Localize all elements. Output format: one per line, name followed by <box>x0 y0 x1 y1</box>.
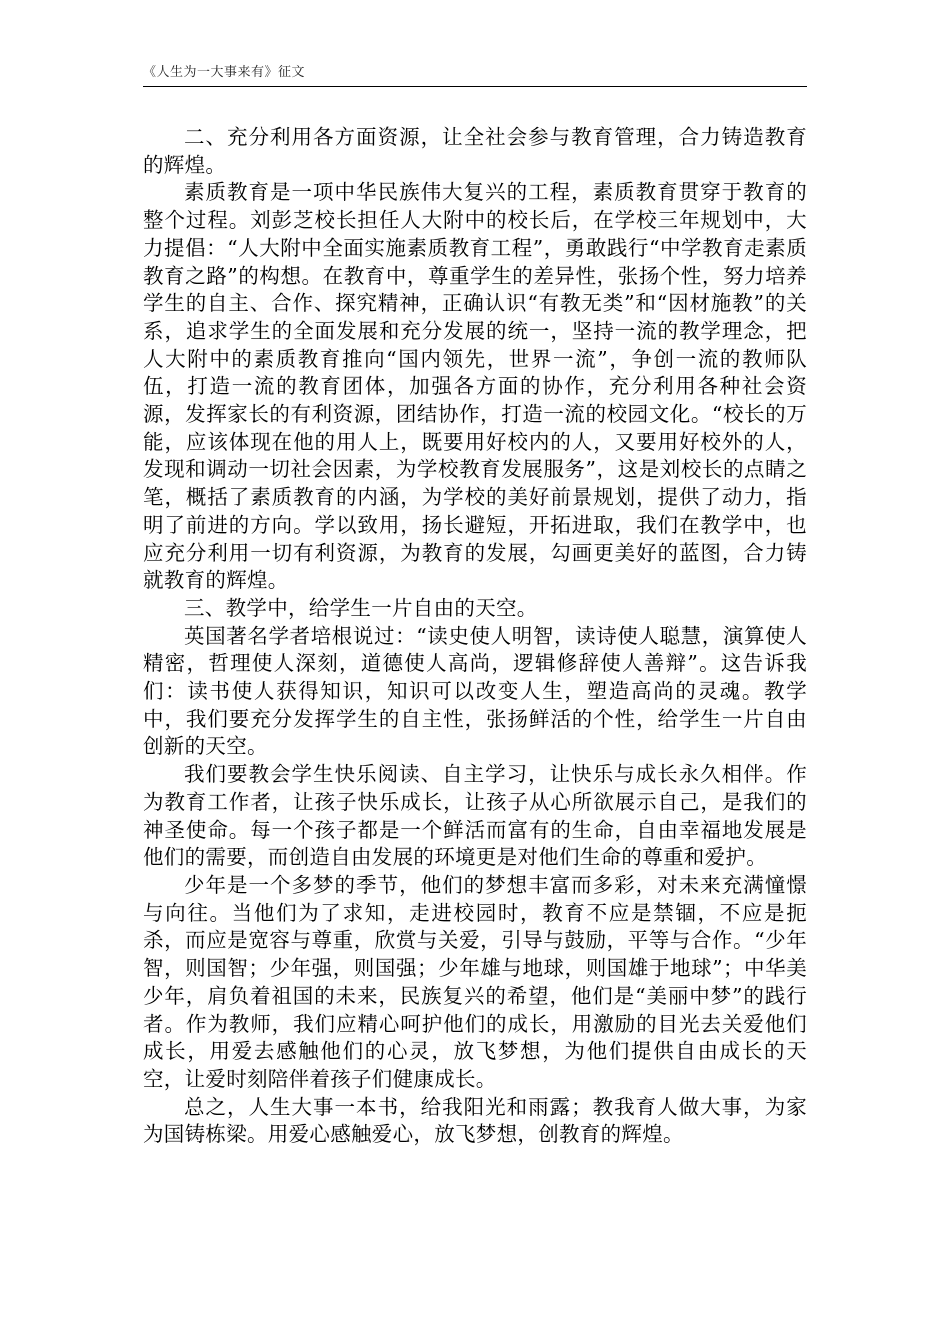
paragraph-happy-reading: 我们要教会学生快乐阅读、自主学习，让快乐与成长永久相伴。作为教育工作者，让孩子快乐成长，让孩子从心所欲展示自己，是我们的神圣使命。每一个孩子都是一个鲜活而富有的生命，自由幸福地发展是他们的需要，而创造自由发展的环境更是对他们生命的尊重和爱护。 <box>143 762 807 870</box>
paragraph-youth-dreams: 少年是一个多梦的季节，他们的梦想丰富而多彩，对未来充满憧憬与向往。当他们为了求知，走进校园时，教育不应是禁锢，不应是扼杀，而应是宽容与尊重，欣赏与关爱，引导与鼓励，平等与合作。“少年智，则国智；少年强，则国强；少年雄与地球，则国雄于地球”；中华美少年，肩负着祖国的未来，民族复兴的希望，他们是“美丽中梦”的践行者。作为教师，我们应精心呵护他们的成长，用激励的目光去关爱他们成长，用爱去感触他们的心灵，放飞梦想，为他们提供自由成长的天空，让爱时刻陪伴着孩子们健康成长。 <box>143 872 807 1091</box>
paragraph-section-two-heading: 二、充分利用各方面资源，让全社会参与教育管理，合力铸造教育的辉煌。 <box>143 125 807 177</box>
page-header <box>143 64 807 87</box>
paragraph-quality-education: 素质教育是一项中华民族伟大复兴的工程，素质教育贯穿于教育的整个过程。刘彭芝校长担任人大附中的校长后，在学校三年规划中，大力提倡：“人大附中全面实施素质教育工程”，勇敢践行“中学教育走素质教育之路”的构想。在教育中，尊重学生的差异性，张扬个性，努力培养学生的自主、合作、探究精神，正确认识“有教无类”和“因材施教”的关系，追求学生的全面发展和充分发展的统一，坚持一流的教学理念，把人大附中的素质教育推向“国内领先，世界一流”，争创一流的教师队伍，打造一流的教育团体，加强各方面的协作，充分利用各种社会资源，发挥家长的有利资源，团结协作，打造一流的校园文化。“校长的万能，应该体现在他的用人上，既要用好校内的人，又要用好校外的人，发现和调动一切社会因素，为学校教育发展服务”，这是刘校长的点睛之笔，概括了素质教育的内涵，为学校的美好前景规划，提供了动力，指明了前进的方向。学以致用，扬长避短，开拓进取，我们在教学中，也应充分利用一切有利资源，为教育的发展，勾画更美好的蓝图，合力铸就教育的辉煌。 <box>143 180 807 593</box>
paragraph-section-three-heading: 三、教学中，给学生一片自由的天空。 <box>184 595 538 620</box>
document-body <box>143 124 807 1149</box>
paragraph-bacon-quote: 英国著名学者培根说过：“读史使人明智，读诗使人聪慧，演算使人精密，哲理使人深刻，道德使人高尚，逻辑修辞使人善辩”。这告诉我们：读书使人获得知识，知识可以改变人生，塑造高尚的灵魂。教学中，我们要充分发挥学生的自主性，张扬鲜活的个性，给学生一片自由创新的天空。 <box>143 623 807 759</box>
paragraph-conclusion: 总之，人生大事一本书，给我阳光和雨露；教我育人做大事，为家为国铸栋梁。用爱心感触爱心，放飞梦想，创教育的辉煌。 <box>143 1094 807 1147</box>
header-title: 《人生为一大事来有》征文 <box>143 65 306 80</box>
